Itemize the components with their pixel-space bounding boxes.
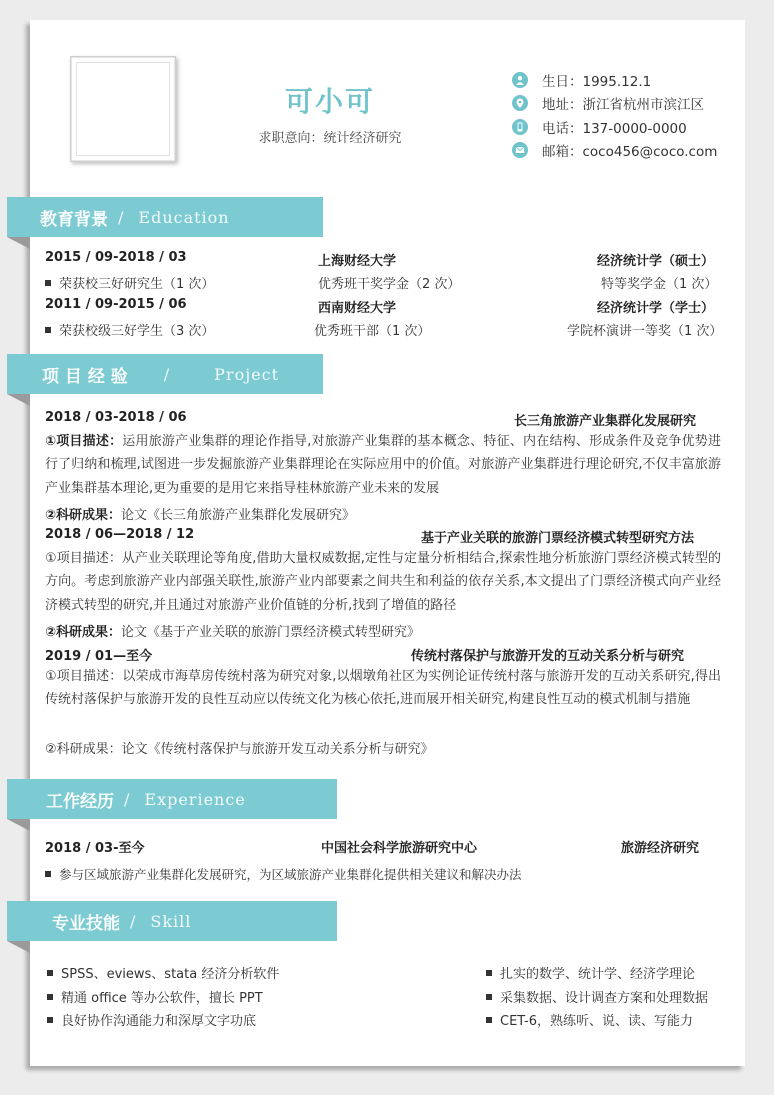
section-header-project [7, 354, 323, 394]
skill-item: SPSS、eviews、stata 经济分析软件 [47, 963, 279, 982]
bullet-icon [486, 970, 492, 976]
section-title-sep: / [124, 789, 131, 809]
phone-icon [512, 119, 528, 135]
project-period: 2019 / 01—至今 [45, 649, 153, 664]
section-title-en: Project [214, 364, 280, 384]
edu-period: 2011 / 09-2015 / 06 [45, 297, 187, 312]
section-header-experience [7, 779, 337, 819]
section-title-sep: / [130, 911, 137, 931]
skill-item: 精通 office 等办公软件，擅长 PPT [47, 987, 263, 1006]
experience-period: 2018 / 03-至今 [45, 841, 145, 856]
skill-item: 扎实的数学、统计学、经济学理论 [486, 963, 695, 982]
bullet-icon [45, 327, 51, 333]
project-period: 2018 / 03-2018 / 06 [45, 410, 187, 425]
project-name: 长三角旅游产业集群化发展研究 [514, 414, 697, 429]
mail-icon [512, 142, 528, 158]
contact-block [512, 68, 717, 162]
edu-degree: 经济统计学（学士） [597, 301, 715, 316]
ribbon-fold [7, 237, 30, 249]
edu-honor: 荣获校级三好学生（3 次） [45, 320, 214, 339]
section-title-en: Skill [150, 911, 192, 931]
project-result: ②科研成果：论文《基于产业关联的旅游门票经济模式转型研究》 [45, 625, 421, 640]
edu-period: 2015 / 09-2018 / 03 [45, 250, 187, 265]
section-header-education [7, 197, 323, 237]
edu-school: 上海财经大学 [318, 254, 397, 269]
skill-item: 良好协作沟通能力和深厚文字功底 [47, 1010, 256, 1029]
job-intent: 求职意向：统计经济研究 [258, 131, 402, 146]
bullet-icon [486, 1017, 492, 1023]
section-title-cn: 项 目 经 验 [42, 366, 128, 387]
edu-honor: 学院杯演讲一等奖（1 次） [567, 324, 723, 339]
project-result: ②科研成果：论文《传统村落保护与旅游开发互动关系分析与研究》 [45, 742, 434, 757]
project-description: ①项目描述：从产业关联理论等角度,借助大量权威数据,定性与定量分析相结合,探索性地分析旅游门票经济模式转型的方向。考虑到旅游产业内部强关联性,旅游产业内部要素之间共生和利益的依存关系,本文提出了门票经济模式向产业经济模式转型的研究,并且通过对旅游产业价值链的分析,找到了增值的路径 [45, 551, 721, 613]
ribbon-fold [7, 394, 30, 406]
edu-honor: 优秀班干部（1 次） [314, 324, 431, 339]
edu-degree: 经济统计学（硕士） [597, 254, 715, 269]
ribbon-fold [7, 819, 30, 831]
experience-duty: 参与区域旅游产业集群化发展研究，为区域旅游产业集群化提供相关建议和解决办法 [45, 865, 522, 883]
bullet-icon [45, 871, 51, 877]
skill-item: 采集数据、设计调查方案和处理数据 [486, 987, 708, 1006]
contact-phone: 电话：137-0000-0000 [512, 115, 717, 139]
location-icon [512, 95, 528, 111]
project-period: 2018 / 06—2018 / 12 [45, 527, 195, 542]
edu-honor: 特等奖学金（1 次） [601, 277, 718, 292]
contact-email: 邮箱：coco456@coco.com [512, 139, 717, 163]
photo-frame [70, 56, 176, 162]
ribbon-fold [7, 941, 30, 953]
project-result: ②科研成果：论文《长三角旅游产业集群化发展研究》 [45, 508, 356, 523]
contact-birthday: 生日：1995.12.1 [512, 68, 717, 92]
project-name: 基于产业关联的旅游门票经济模式转型研究方法 [421, 531, 695, 546]
project-name: 传统村落保护与旅游开发的互动关系分析与研究 [411, 649, 685, 664]
bullet-icon [47, 994, 53, 1000]
section-title-cn: 工作经历 [46, 791, 114, 812]
edu-school: 西南财经大学 [318, 301, 397, 316]
section-title-cn: 专业技能 [52, 913, 120, 934]
section-title-en: Education [138, 207, 230, 227]
section-title-cn: 教育背景 [40, 209, 108, 230]
section-header-skill [7, 901, 337, 941]
candidate-name: 可小可 [284, 85, 375, 118]
project-description: ①项目描述：运用旅游产业集群的理论作指导,对旅游产业集群的基本概念、特征、内在结构、形成条件及竞争优势进行了归纳和梳理,试图进一步发掘旅游产业集群理论在实际应用中的价值。对旅游产业集群进行理论研究,不仅丰富旅游产业集群基本理论,更为重要的是用它来指导桂林旅游产业未来的发展 [45, 434, 721, 496]
experience-org: 中国社会科学旅游研究中心 [321, 841, 478, 856]
edu-honor: 荣获校三好研究生（1 次） [45, 273, 214, 292]
contact-address: 地址：浙江省杭州市滨江区 [512, 92, 717, 116]
experience-role: 旅游经济研究 [621, 841, 700, 856]
section-title-en: Experience [144, 789, 246, 809]
skill-item: CET-6，熟练听、说、读、写能力 [486, 1010, 693, 1029]
bullet-icon [47, 970, 53, 976]
person-icon [512, 72, 528, 88]
bullet-icon [47, 1017, 53, 1023]
bullet-icon [486, 994, 492, 1000]
section-title-sep: / [163, 364, 171, 384]
section-title-sep: / [118, 207, 125, 227]
bullet-icon [45, 280, 51, 286]
edu-honor: 优秀班干奖学金（2 次） [318, 277, 461, 292]
project-description: ①项目描述：以荣成市海草房传统村落为研究对象,以烟墩角社区为实例论证传统村落与旅游开发的互动关系研究,得出传统村落保护与旅游开发的良性互动应以传统文化为核心依托,进而展开相关研究,构建良性互动的模式机制与措施 [45, 669, 722, 708]
